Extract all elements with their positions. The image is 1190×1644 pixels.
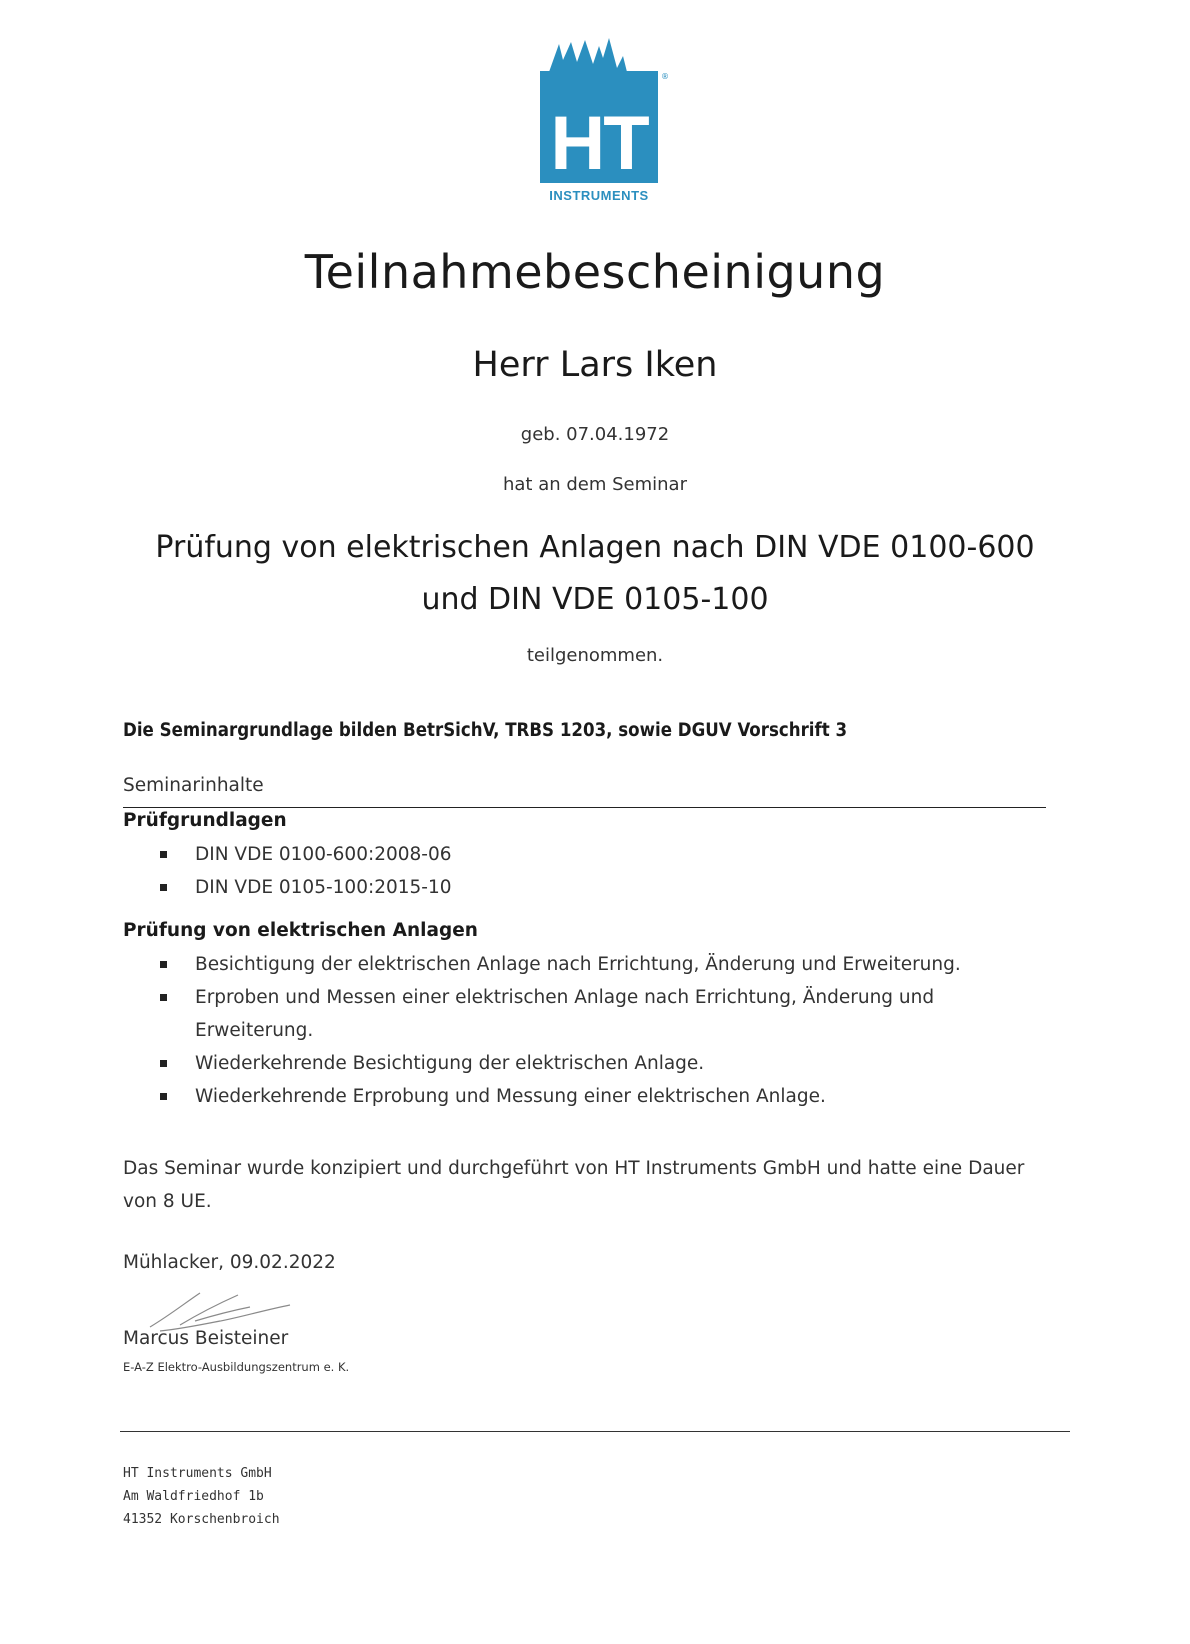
list-item: Wiederkehrende Besichtigung der elektrischen Anlage. [160,1047,1040,1080]
footer-street: Am Waldfriedhof 1b [123,1489,264,1504]
list-item: DIN VDE 0100-600:2008-06 [160,838,1040,871]
section-list [160,838,1040,904]
logo-registered-mark: ® [661,72,669,81]
seminar-basis: Die Seminargrundlage bilden BetrSichV, TRBS 1203, sowie DGUV Vorschrift 3 [123,720,848,741]
seminar-title [0,522,1190,626]
signer-name: Marcus Beisteiner [123,1328,289,1349]
intro-text: hat an dem Seminar [502,474,687,495]
section-heading: Prüfung von elektrischen Anlagen [123,920,478,941]
ht-instruments-logo [537,38,667,208]
logo-ht-text: HT [550,101,648,186]
contents-divider [123,807,1046,808]
list-item: DIN VDE 0105-100:2015-10 [160,871,1040,904]
closing-paragraph: Das Seminar wurde konzipiert und durchgeführt von HT Instruments GmbH und hatte eine Dauer von 8 UE. [123,1158,1025,1212]
list-item: Erproben und Messen einer elektrischen Anlage nach Errichtung, Änderung und Erweiterung. [160,981,1040,1047]
bullet-icon [160,994,167,1001]
logo-instruments-text: INSTRUMENTS [549,188,649,203]
footer-address [123,1462,280,1531]
list-item: Wiederkehrende Erprobung und Messung einer elektrischen Anlage. [160,1080,1040,1113]
seminar-title-line2: und DIN VDE 0105-100 [421,582,769,617]
bullet-icon [160,961,167,968]
bullet-icon [160,1093,167,1100]
list-item: Besichtigung der elektrischen Anlage nach Errichtung, Änderung und Erweiterung. [160,948,1040,981]
footer-divider [120,1431,1070,1432]
footer-company: HT Instruments GmbH [123,1466,272,1481]
bullet-icon [160,851,167,858]
participant-name: Herr Lars Iken [472,345,718,385]
birth-date: geb. 07.04.1972 [520,424,670,445]
section-list [160,948,1040,1113]
section-heading: Prüfgrundlagen [123,810,287,831]
seminar-title-line1: Prüfung von elektrischen Anlagen nach DIN VDE 0100-600 [155,530,1035,565]
bullet-icon [160,884,167,891]
signer-company: E-A-Z Elektro-Ausbildungszentrum e. K. [123,1360,350,1374]
bullet-icon [160,1060,167,1067]
contents-label: Seminarinhalte [123,775,264,796]
place-date: Mühlacker, 09.02.2022 [123,1252,336,1273]
certificate-title: Teilnahmebescheinigung [304,245,886,299]
outro-text: teilgenommen. [526,645,664,666]
footer-city: 41352 Korschenbroich [123,1512,280,1527]
